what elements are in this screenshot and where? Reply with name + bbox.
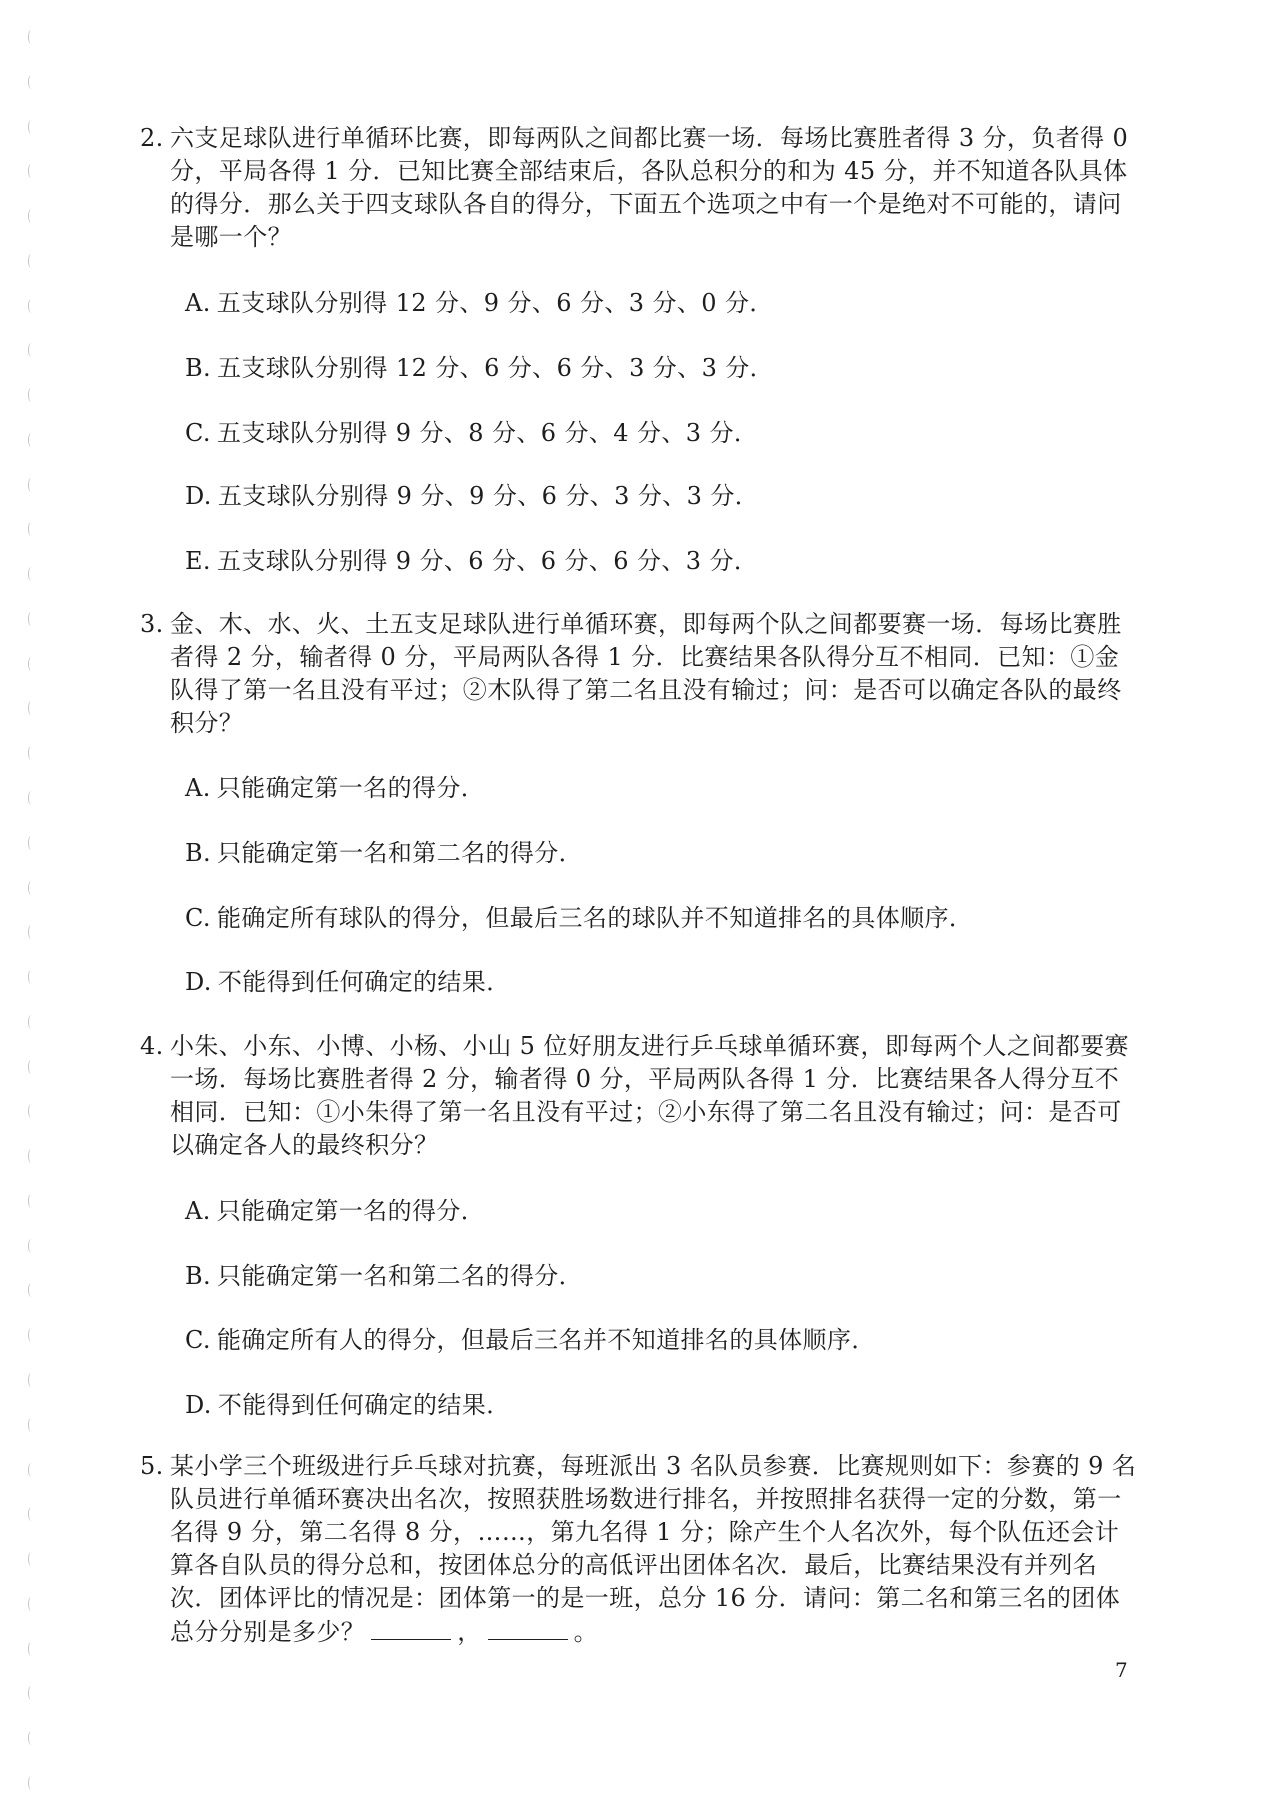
binding-marks [28,30,40,1790]
question-stem: 某小学三个班级进行乒乓球对抗赛，每班派出 3 名队员参赛．比赛规则如下：参赛的 9 名队员进行单循环赛决出名次，按照获胜场数进行排名，并按照排名获得一定的分数，第一名得 9 分，第二名得 8 分，……，第九名得 1 分；除产生个人名次外，每个队伍还会计算各自队员的得分总和，按团体总分的高低评出团体名次．最后，比赛结果没有并列名次．团体评比的情况是：团体第一的是一班，总分 16 分．请问：第二名和第三名的团体总分分别是多少？ [170,1452,1137,1646]
question-number: 4. [140,1032,164,1060]
q2-option-b: B. 五支球队分别得 12 分、6 分、6 分、3 分、3 分． [185,354,775,382]
q4-option-b: B. 只能确定第一名和第二名的得分． [185,1262,584,1290]
stem-end: 。 [573,1618,599,1646]
question-3 [140,608,1140,740]
q2-option-c: C. 五支球队分别得 9 分、8 分、6 分、4 分、3 分． [185,419,759,447]
question-number: 5. [140,1452,164,1480]
answer-blank-3rd[interactable] [488,1615,568,1640]
blank-separator: ， [457,1618,482,1646]
question-stem: 小朱、小东、小博、小杨、小山 5 位好朋友进行乒乓球单循环赛，即每两个人之间都要赛一场．每场比赛胜者得 2 分，输者得 0 分，平局两队各得 1 分．比赛结果各人得分互不相同．已知：①小朱得了第一名且没有平过；②小东得了第二名且没有输过；问：是否可以确定各人的最终积分？ [170,1032,1129,1159]
q2-option-a: A. 五支球队分别得 12 分、9 分、6 分、3 分、0 分． [185,289,774,317]
question-number: 3. [140,610,164,638]
answer-blank-2nd[interactable] [371,1615,451,1640]
page-number: 7 [1115,1658,1128,1682]
question-2 [140,122,1140,254]
q4-option-a: A. 只能确定第一名的得分． [185,1197,486,1225]
q4-option-d: D. 不能得到任何确定的结果． [185,1391,511,1419]
question-stem: 金、木、水、火、土五支足球队进行单循环赛，即每两个队之间都要赛一场．每场比赛胜者得 2 分，输者得 0 分，平局两队各得 1 分．比赛结果各队得分互不相同．已知：①金队得了第一名且没有平过；②木队得了第二名且没有输过；问：是否可以确定各队的最终积分？ [170,610,1122,737]
question-5 [140,1450,1140,1649]
question-4 [140,1030,1140,1162]
q3-option-b: B. 只能确定第一名和第二名的得分． [185,839,584,867]
q3-option-d: D. 不能得到任何确定的结果． [185,968,511,996]
q2-option-d: D. 五支球队分别得 9 分、9 分、6 分、3 分、3 分． [185,482,760,510]
q3-option-c: C. 能确定所有球队的得分，但最后三名的球队并不知道排名的具体顺序． [185,904,974,932]
question-number: 2. [140,124,164,152]
q4-option-c: C. 能确定所有人的得分，但最后三名并不知道排名的具体顺序． [185,1326,876,1354]
q2-option-e: E. 五支球队分别得 9 分、6 分、6 分、6 分、3 分． [185,547,759,575]
q3-option-a: A. 只能确定第一名的得分． [185,774,486,802]
question-stem: 六支足球队进行单循环比赛，即每两队之间都比赛一场．每场比赛胜者得 3 分，负者得 0 分，平局各得 1 分．已知比赛全部结束后，各队总积分的和为 45 分，并不知道各队具体的得分．那么关于四支球队各自的得分，下面五个选项之中有一个是绝对不可能的，请问是哪一个？ [170,124,1129,251]
